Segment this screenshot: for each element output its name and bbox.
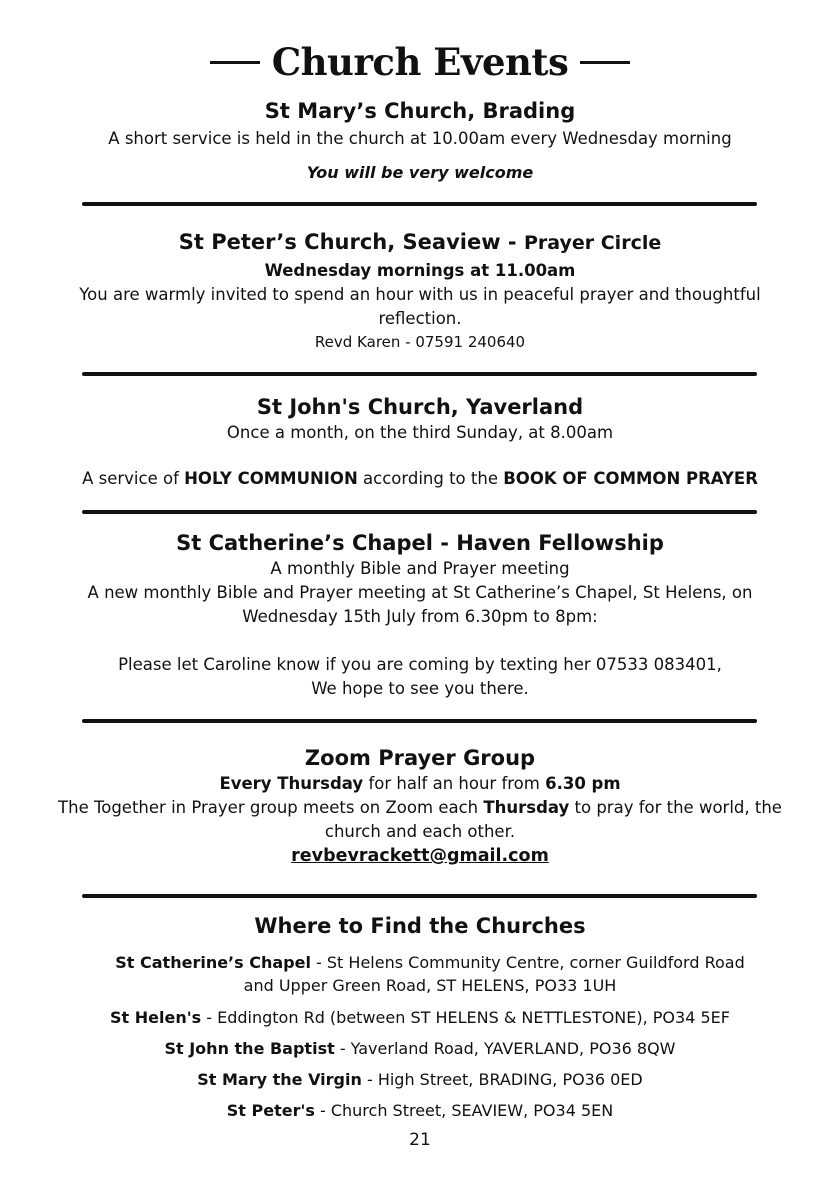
page-title: Church Events [271, 40, 569, 84]
location-item [60, 1099, 780, 1122]
section-find-churches-heading [30, 912, 810, 940]
title-dash-left [210, 61, 260, 64]
section-text: A short service is held in the church at 10.00am every Wednesday morning [108, 129, 732, 148]
heading-main: St Peter’s Church, Seaview - [178, 230, 524, 254]
location-address: - Eddington Rd (between ST HELENS & NETTLESTONE), PO34 5EF [201, 1008, 730, 1027]
section-when: Wednesday mornings at 11.00am [264, 261, 576, 280]
location-address: - Yaverland Road, YAVERLAND, PO36 8QW [334, 1039, 676, 1058]
page-title-row [0, 40, 840, 84]
page-number: 21 [409, 1130, 431, 1150]
text-bold: Thursday [483, 798, 570, 817]
section-when [30, 772, 810, 796]
text-bold: BOOK OF COMMON PRAYER [503, 469, 758, 488]
divider [82, 894, 757, 898]
divider [82, 510, 757, 514]
divider [82, 372, 757, 376]
divider [82, 202, 757, 206]
location-address: - St Helens Community Centre, corner Guildford Road and Upper Green Road, ST HELENS, PO33 1UH [243, 953, 745, 995]
text-bold: Every Thursday [219, 774, 364, 793]
section-when: Once a month, on the third Sunday, at 8.00am [226, 423, 614, 442]
location-address: - Church Street, SEAVIEW, PO34 5EN [314, 1101, 614, 1120]
section-text [50, 796, 790, 844]
welcome-text: You will be very welcome [306, 163, 534, 182]
location-name: St John the Baptist [164, 1039, 335, 1058]
text-part: The Together in Prayer group meets on Zoom each [58, 798, 484, 817]
email-row [30, 846, 810, 866]
location-name: St Mary the Virgin [197, 1070, 362, 1089]
section-st-johns [30, 393, 810, 491]
location-name: St Helen's [110, 1008, 202, 1027]
text-part: according to the [357, 469, 504, 488]
closing-text: We hope to see you there. [311, 679, 529, 698]
location-item [60, 1006, 780, 1029]
section-st-catherines [30, 529, 810, 701]
section-heading: Zoom Prayer Group [304, 746, 536, 770]
section-heading [30, 228, 810, 257]
text-part: to pray for the world, the church and each other. [324, 798, 782, 841]
section-zoom-prayer-group [30, 744, 810, 866]
heading-suffix: Prayer Circle [523, 232, 662, 254]
text-bold: HOLY COMMUNION [184, 469, 358, 488]
location-name: St Catherine’s Chapel [115, 953, 311, 972]
section-subtitle: A monthly Bible and Prayer meeting [270, 559, 570, 578]
contact-text: Revd Karen - 07591 240640 [314, 333, 526, 351]
location-address: - High Street, BRADING, PO36 0ED [361, 1070, 643, 1089]
section-st-marys [30, 97, 810, 185]
email-link[interactable]: revbevrackett@gmail.com [291, 846, 549, 866]
location-name: St Peter's [226, 1101, 315, 1120]
section-heading: St John's Church, Yaverland [256, 395, 584, 419]
text-part: A service of [82, 469, 185, 488]
contact-text: Please let Caroline know if you are coming by texting her 07533 083401, [118, 655, 722, 674]
section-heading: Where to Find the Churches [254, 914, 586, 938]
section-heading: St Mary’s Church, Brading [264, 99, 576, 123]
text-part: for half an hour from [363, 774, 546, 793]
section-heading: St Catherine’s Chapel - Haven Fellowship [176, 531, 664, 555]
location-item [60, 1068, 780, 1091]
title-dash-right [580, 61, 630, 64]
text-bold: 6.30 pm [545, 774, 621, 793]
section-text: A new monthly Bible and Prayer meeting at St Catherine’s Chapel, St Helens, on Wednesday 15th July from 6.30pm to 8pm: [87, 583, 753, 626]
section-text: You are warmly invited to spend an hour with us in peaceful prayer and thoughtful reflection. [79, 285, 761, 328]
divider [82, 719, 757, 723]
section-st-peters [30, 228, 810, 353]
location-item [100, 951, 760, 997]
location-item [60, 1037, 780, 1060]
section-text [30, 467, 810, 491]
